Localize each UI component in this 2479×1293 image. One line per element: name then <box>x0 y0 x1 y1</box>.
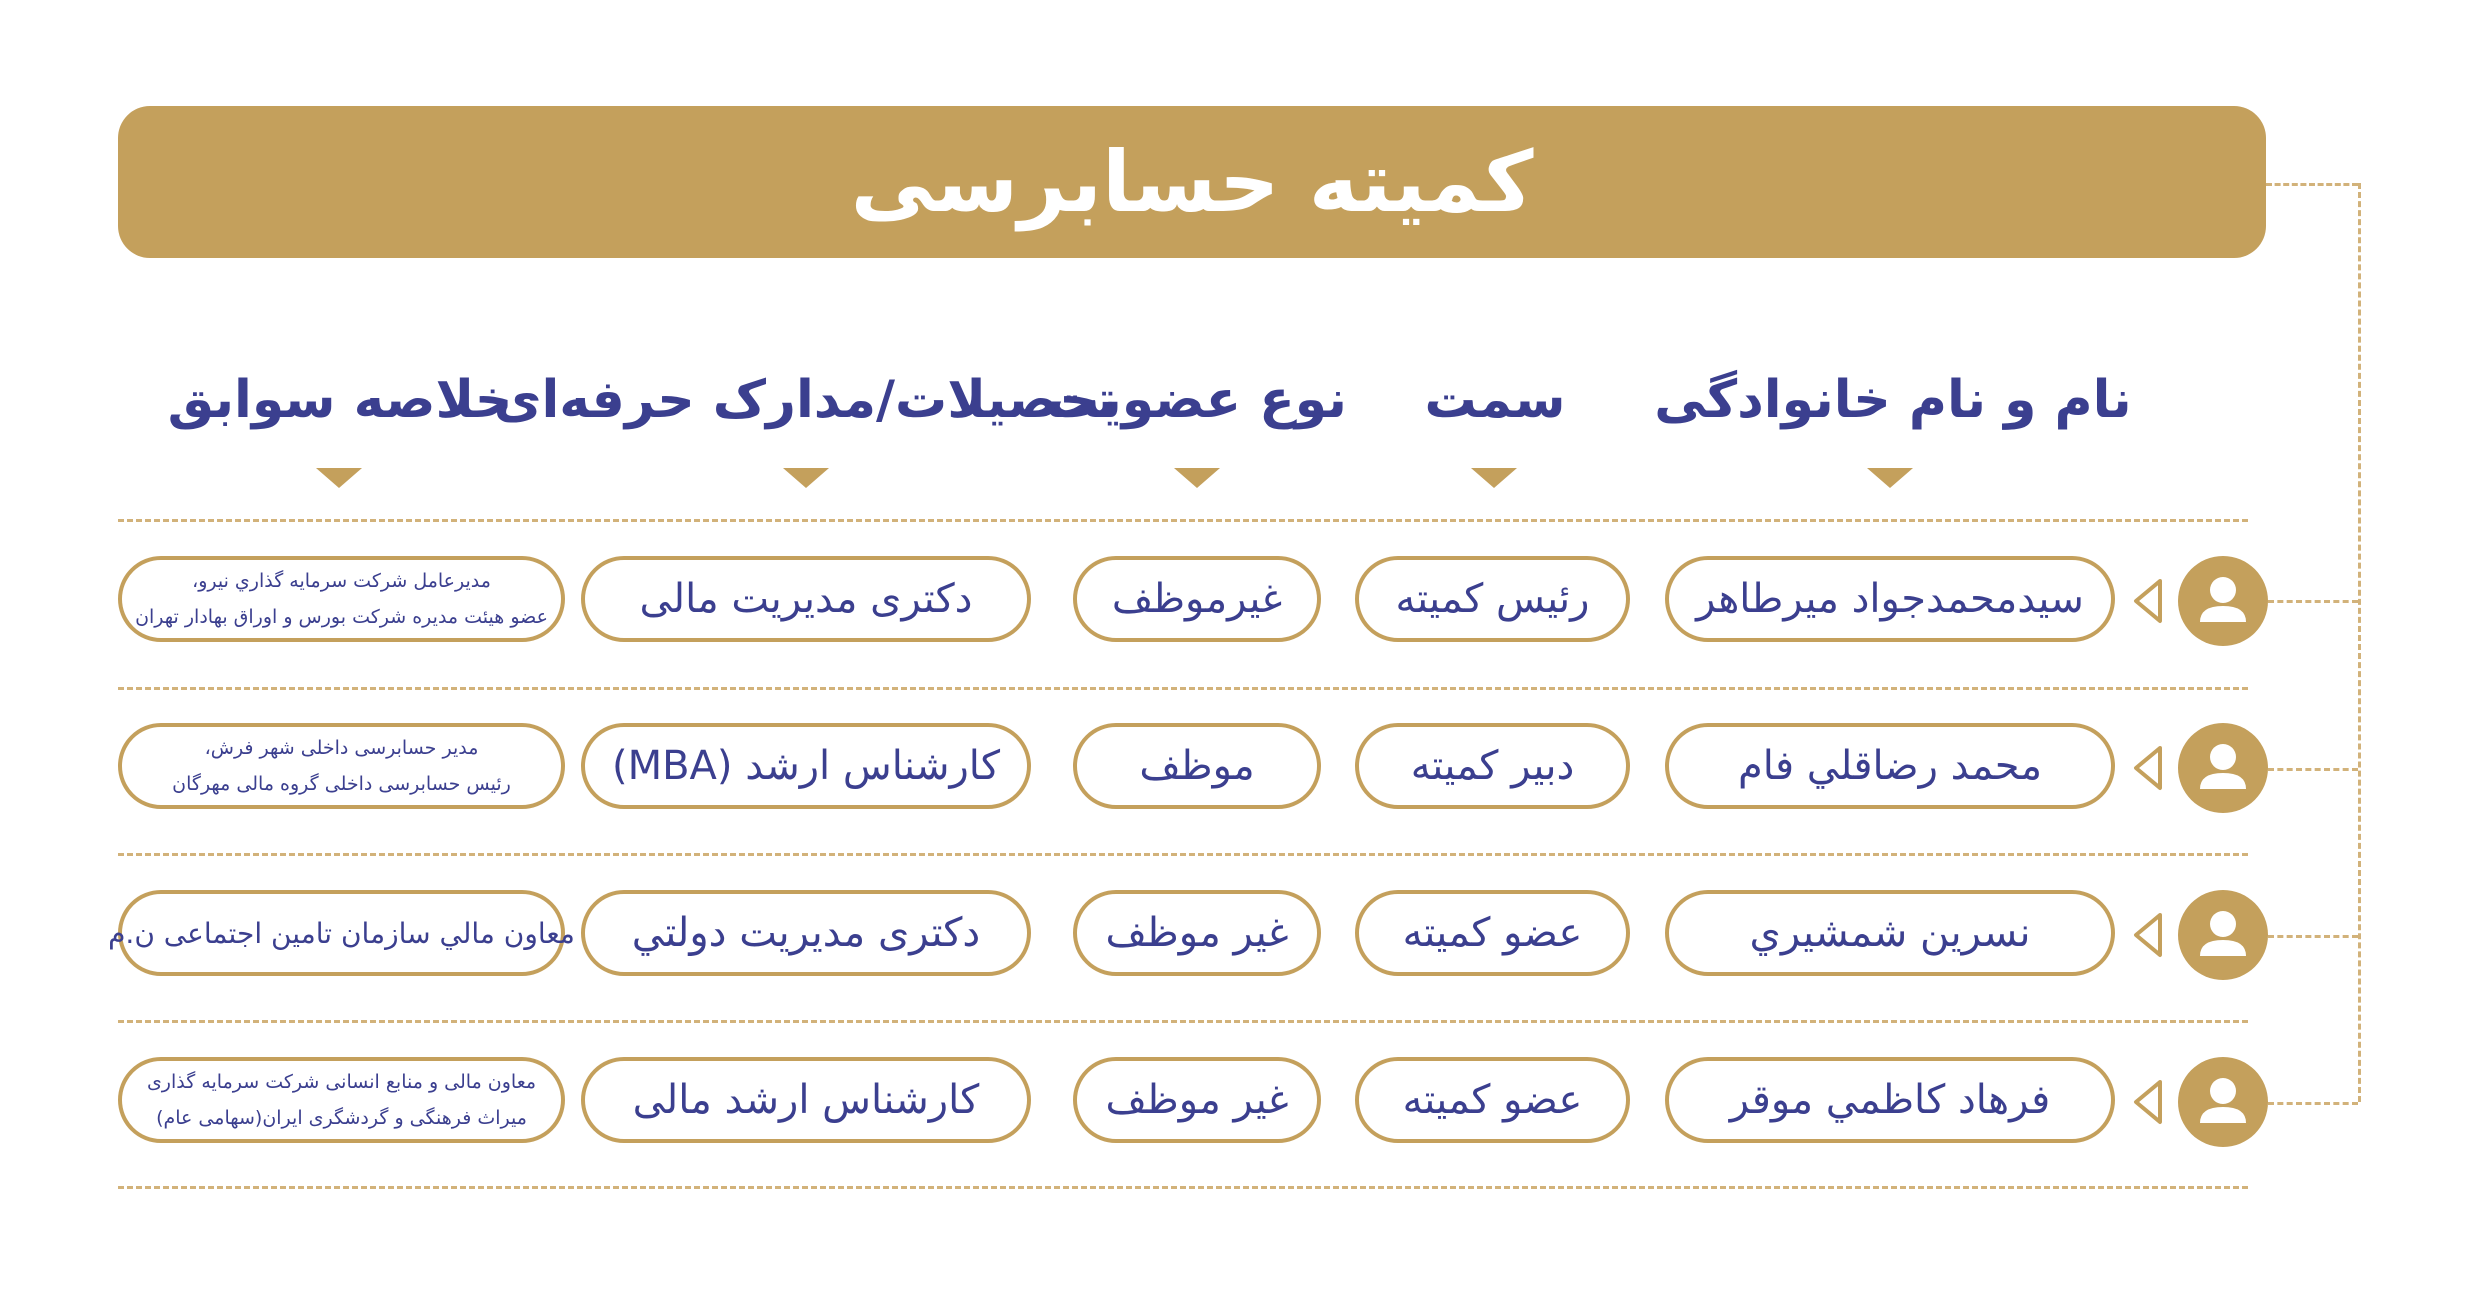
user-avatar-icon <box>2178 556 2268 646</box>
background-line: مدیرعامل شرکت سرمایه گذاري نیرو، <box>192 570 491 592</box>
membership-cell: موظف <box>1073 723 1321 809</box>
header-membership: نوع عضویت <box>1047 370 1347 430</box>
position-cell: رئیس کمیته <box>1355 556 1630 642</box>
background-line: میراث فرهنگی و گردشگری ایران(سهامی عام) <box>156 1107 527 1129</box>
connector-vertical <box>2358 183 2361 1102</box>
triangle-down-icon <box>1471 468 1517 488</box>
name-cell: نسرین شمشیري <box>1665 890 2115 976</box>
row-divider <box>118 687 2248 690</box>
chevron-left-icon <box>2130 577 2164 625</box>
header-background: خلاصه سوابق <box>167 370 513 430</box>
name-cell: محمد رضاقلي فام <box>1665 723 2115 809</box>
background-cell <box>118 723 565 809</box>
triangle-down-icon <box>783 468 829 488</box>
background-line: رئیس حسابرسی داخلی گروه مالی مهرگان <box>172 773 511 795</box>
user-avatar-icon <box>2178 723 2268 813</box>
header-education: تحصیلات/مدارک حرفه‌ای <box>493 370 1117 430</box>
row-divider <box>118 1186 2248 1189</box>
membership-cell: غیر موظف <box>1073 890 1321 976</box>
title-banner <box>118 106 2266 258</box>
background-line: معاون مالي سازمان تامین اجتماعی ن.م <box>108 916 575 950</box>
header-name: نام و نام خانوادگی <box>1654 370 2132 430</box>
header-position: سمت <box>1424 370 1566 430</box>
background-cell <box>108 890 575 976</box>
membership-cell: غیر موظف <box>1073 1057 1321 1143</box>
education-cell: کارشناس ارشد مالی <box>581 1057 1031 1143</box>
chevron-left-icon <box>2130 911 2164 959</box>
position-cell: عضو کمیته <box>1355 890 1630 976</box>
background-line: عضو هیئت مدیره شرکت بورس و اوراق بهادار تهران <box>135 606 548 628</box>
triangle-down-icon <box>1867 468 1913 488</box>
row-divider <box>118 853 2248 856</box>
user-avatar-icon <box>2178 890 2268 980</box>
membership-cell: غیرموظف <box>1073 556 1321 642</box>
triangle-down-icon <box>316 468 362 488</box>
education-cell: دکتری مدیریت دولتي <box>581 890 1031 976</box>
background-line: معاون مالی و منابع انسانی شرکت سرمایه گذاری <box>146 1071 537 1093</box>
row-connector <box>2268 1102 2358 1105</box>
background-cell <box>118 556 565 642</box>
chevron-left-icon <box>2130 1078 2164 1126</box>
row-divider <box>118 1020 2248 1023</box>
name-cell: سیدمحمدجواد میرطاهر <box>1665 556 2115 642</box>
background-cell <box>118 1057 565 1143</box>
education-cell: کارشناس ارشد (MBA) <box>581 723 1031 809</box>
row-connector <box>2268 600 2358 603</box>
user-avatar-icon <box>2178 1057 2268 1147</box>
triangle-down-icon <box>1174 468 1220 488</box>
page-title: کمیته حسابرسی <box>850 133 1534 231</box>
row-divider <box>118 519 2248 522</box>
position-cell: دبیر کمیته <box>1355 723 1630 809</box>
row-connector <box>2268 768 2358 771</box>
position-cell: عضو کمیته <box>1355 1057 1630 1143</box>
chevron-left-icon <box>2130 744 2164 792</box>
name-cell: فرهاد کاظمي موقر <box>1665 1057 2115 1143</box>
background-line: مدیر حسابرسی داخلی شهر فرش، <box>204 737 479 759</box>
row-connector <box>2268 935 2358 938</box>
education-cell: دکتری مدیریت مالی <box>581 556 1031 642</box>
connector-title <box>2266 183 2358 186</box>
